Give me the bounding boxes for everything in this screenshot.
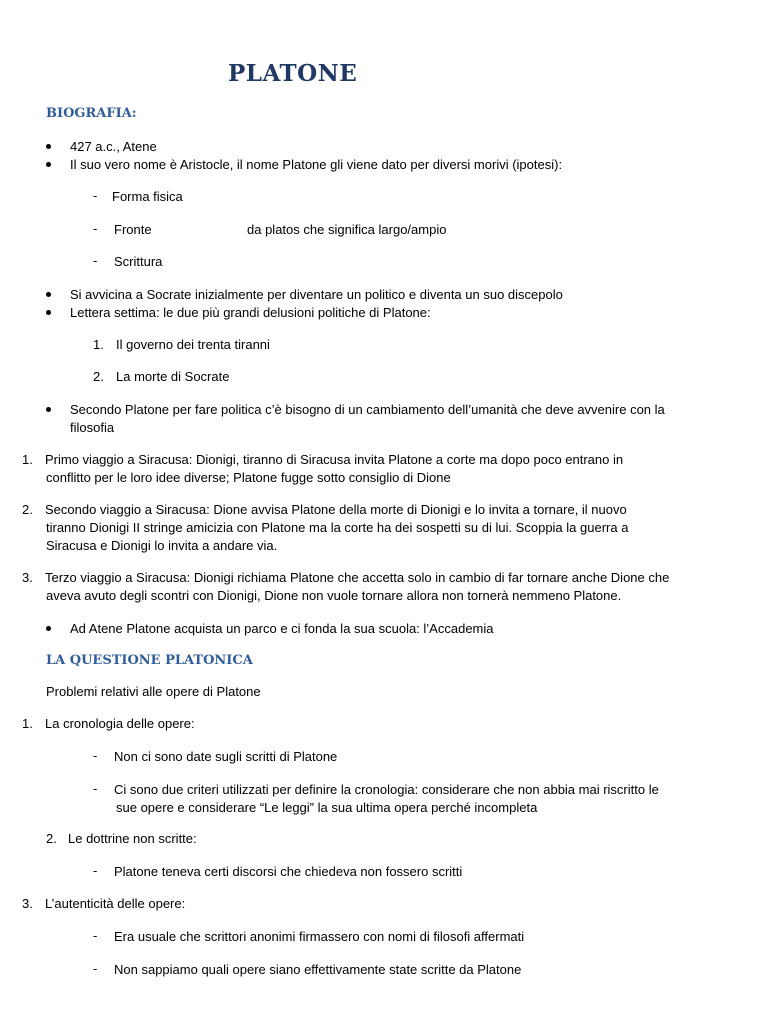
dash-icon: -: [93, 863, 98, 878]
trip-1-line1: Primo viaggio a Siracusa: Dionigi, tiranno di Siracusa invita Platone a corte ma dopo poco entrano in: [45, 452, 624, 467]
bullet-icon: [46, 310, 51, 315]
trip-3-line1: Terzo viaggio a Siracusa: Dionigi richiama Platone che accetta solo in cambio di far tornare anche Dione che: [45, 570, 670, 585]
cronologia-detail-1: Non ci sono date sugli scritti di Platone: [114, 749, 338, 764]
dash-icon: -: [93, 961, 98, 976]
bullet-icon: [46, 292, 51, 297]
bullet-icon: [46, 144, 51, 149]
bio-item-name: Il suo vero nome è Aristocle, il nome Platone gli viene dato per diversi morivi (ipotesi):: [70, 157, 563, 172]
list-number: 1.: [93, 337, 104, 352]
dash-icon: -: [93, 928, 98, 943]
delusion-trenta-tiranni: Il governo dei trenta tiranni: [116, 337, 270, 352]
page-title: PLATONE: [228, 60, 358, 87]
bio-item-accademia: Ad Atene Platone acquista un parco e ci fonda la sua scuola: l’Accademia: [70, 621, 494, 636]
question-cronologia: La cronologia delle opere:: [45, 716, 195, 731]
list-number: 1.: [22, 716, 33, 731]
bio-item-politica-line2: filosofia: [70, 420, 115, 435]
section-heading-biografia: BIOGRAFIA:: [46, 106, 137, 121]
reason-scrittura: Scrittura: [114, 254, 163, 269]
bio-item-birth: 427 a.c., Atene: [70, 139, 157, 154]
bullet-icon: [46, 407, 51, 412]
dottrine-detail-1: Platone teneva certi discorsi che chiedeva non fossero scritti: [114, 864, 463, 879]
reason-fronte-explanation: da platos che significa largo/ampio: [247, 222, 447, 237]
trip-1-line2: conflitto per le loro idee diverse; Platone fugge sotto consiglio di Dione: [46, 470, 451, 485]
dash-icon: -: [93, 221, 98, 236]
bullet-icon: [46, 626, 51, 631]
list-number: 3.: [22, 570, 33, 585]
trip-2-line3: Siracusa e Dionigi lo invita a andare via.: [46, 538, 278, 553]
bio-item-politica-line1: Secondo Platone per fare politica c’è bisogno di un cambiamento dell’umanità che deve avvenire con la: [70, 402, 665, 417]
question-dottrine: Le dottrine non scritte:: [68, 831, 197, 846]
bio-item-socrate: Si avvicina a Socrate inizialmente per diventare un politico e diventa un suo discepolo: [70, 287, 563, 302]
delusion-morte-socrate: La morte di Socrate: [116, 369, 230, 384]
list-number: 2.: [93, 369, 104, 384]
cronologia-detail-2-line1: Ci sono due criteri utilizzati per definire la cronologia: considerare che non abbia mai riscritto le: [114, 782, 659, 797]
dash-icon: -: [93, 253, 98, 268]
dash-icon: -: [93, 781, 98, 796]
question-intro: Problemi relativi alle opere di Platone: [46, 684, 261, 699]
list-number: 2.: [46, 831, 57, 846]
cronologia-detail-2-line2: sue opere e considerare “Le leggi” la sua ultima opera perché incompleta: [116, 800, 538, 815]
autenticita-detail-1: Era usuale che scrittori anonimi firmassero con nomi di filosofi affermati: [114, 929, 525, 944]
trip-2-line1: Secondo viaggio a Siracusa: Dione avvisa Platone della morte di Dionigi e lo invita a tornare, il nuovo: [45, 502, 627, 517]
dash-icon: -: [93, 748, 98, 763]
section-heading-questione: LA QUESTIONE PLATONICA: [46, 653, 253, 668]
autenticita-detail-2: Non sappiamo quali opere siano effettivamente state scritte da Platone: [114, 962, 522, 977]
question-autenticita: L’autenticità delle opere:: [45, 896, 186, 911]
list-number: 1.: [22, 452, 33, 467]
list-number: 3.: [22, 896, 33, 911]
reason-forma-fisica: Forma fisica: [112, 189, 183, 204]
dash-icon: -: [93, 188, 98, 203]
bio-item-lettera: Lettera settima: le due più grandi delusioni politiche di Platone:: [70, 305, 431, 320]
reason-fronte: Fronte: [114, 222, 152, 237]
bullet-icon: [46, 162, 51, 167]
list-number: 2.: [22, 502, 33, 517]
trip-3-line2: aveva avuto degli scontri con Dionigi, Dione non vuole tornare allora non tornerà nemmeno Platone.: [46, 588, 622, 603]
trip-2-line2: tiranno Dionigi II stringe amicizia con Platone ma la corte ha dei sospetti su di lui. Scoppia la guerra a: [46, 520, 629, 535]
